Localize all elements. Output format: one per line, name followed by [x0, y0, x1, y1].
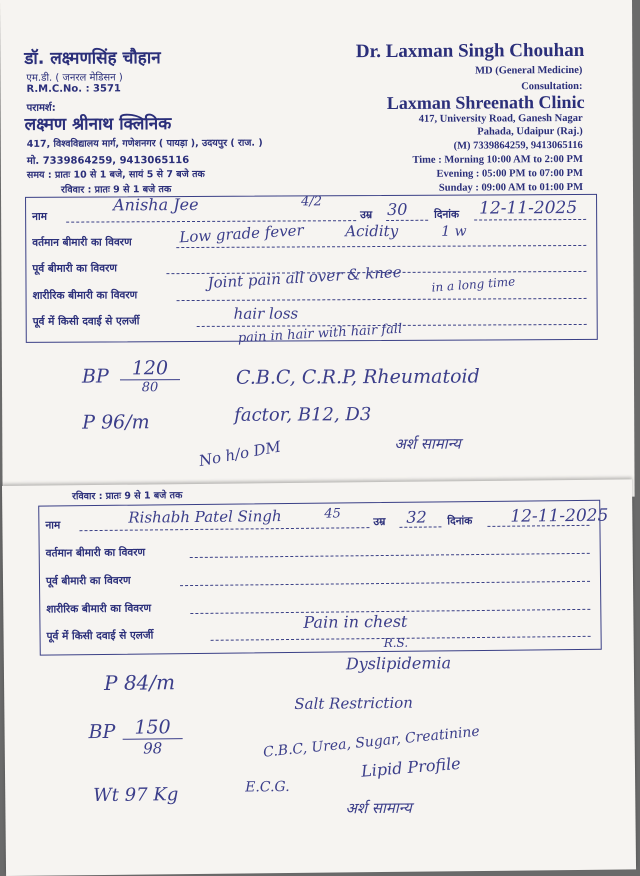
pulse-handwritten: P 96/m — [82, 411, 150, 434]
physical-handwritten: Joint pain all over & knee — [207, 262, 403, 292]
past-illness-line — [180, 581, 590, 586]
history-note-handwritten: No h/o DM — [197, 437, 283, 471]
consultation-english: Consultation: — [521, 80, 583, 93]
patient-name-handwritten: Anisha Jee — [113, 194, 199, 215]
prescription-slip-bottom — [2, 479, 636, 876]
morning-timing-english: Time : Morning 10:00 AM to 2:00 PM — [412, 153, 583, 166]
past-illness-label: पूर्व बीमारी का विवरण — [45, 574, 131, 588]
mobile-hindi: मो. 7339864259, 9413065116 — [26, 155, 190, 167]
current-illness-label: वर्तमान बीमारी का विवरण — [45, 546, 146, 560]
address-english-line2: Pahada, Udaipur (Raj.) — [477, 125, 583, 138]
age-note-handwritten: 4/2 — [301, 194, 323, 210]
bp-label-handwritten: BP — [88, 720, 116, 744]
age-handwritten: 30 — [387, 199, 408, 219]
physical-illness-label: शारीरिक बीमारी का विवरण — [32, 289, 138, 302]
duration-handwritten: 1 w — [441, 223, 467, 240]
age-note-handwritten: 45 — [324, 506, 341, 522]
name-line — [79, 527, 369, 531]
degree-english: MD (General Medicine) — [475, 64, 583, 77]
age-line — [386, 220, 428, 221]
age-label: उम्र — [373, 515, 386, 529]
followup-handwritten: अर्श सामान्य — [345, 798, 412, 818]
timing-hindi: समय : प्रातः 10 से 1 बजे, सायं 5 से 7 बजे तक — [26, 168, 205, 181]
sunday-timing-hindi: रविवार : प्रातः 9 से 1 बजे तक — [60, 184, 172, 196]
address-english-line1: 417, University Road, Ganesh Nagar — [418, 112, 583, 125]
evening-timing-english: Evening : 05:00 PM to 07:00 PM — [436, 167, 583, 180]
doctor-name-hindi: डॉ. लक्ष्मणसिंह चौहान — [24, 48, 161, 69]
physical-illness-line — [177, 298, 587, 301]
name-label: नाम — [45, 519, 61, 532]
date-handwritten: 12-11-2025 — [479, 197, 578, 219]
physical2-handwritten: in a long time — [431, 274, 516, 295]
ecg-handwritten: E.C.G. — [245, 779, 290, 796]
name-label: नाम — [32, 210, 47, 223]
bp-systolic: 150 — [134, 716, 171, 739]
doctor-name-english: Dr. Laxman Singh Chouhan — [355, 39, 585, 63]
patient-name-handwritten: Rishabh Patel Singh — [128, 507, 282, 527]
date-handwritten: 12-11-2025 — [510, 505, 609, 527]
allergy-label: पूर्व में किसी दवाई से एलर्जी — [32, 315, 140, 328]
tests-line1-handwritten: C.B.C, C.R.P, Rheumatoid — [235, 365, 480, 389]
bp-systolic: 120 — [131, 357, 169, 380]
date-label: दिनांक — [434, 208, 460, 221]
sunday-timing-english: Sunday : 09:00 AM to 01:00 PM — [438, 181, 584, 194]
consultation-hindi: परामर्श: — [26, 102, 56, 114]
age-handwritten: 32 — [406, 507, 427, 527]
pulse-handwritten: P 84/m — [103, 670, 176, 695]
mobile-english: (M) 7339864259, 9413065116 — [453, 139, 583, 152]
current-illness-line — [190, 553, 590, 558]
allergy2-handwritten: pain in hair with hair fall — [237, 321, 403, 347]
physical-illness-label: शारीरिक बीमारी का विवरण — [46, 602, 152, 616]
past-illness-label: पूर्व बीमारी का विवरण — [32, 262, 118, 275]
current-illness-line — [176, 245, 586, 248]
current-illness-label: वर्तमान बीमारी का विवरण — [32, 236, 132, 249]
date-label: दिनांक — [447, 515, 473, 528]
tests-line1-handwritten: C.B.C, Urea, Sugar, Creatinine — [262, 723, 481, 761]
bp-reading — [122, 716, 182, 758]
complaint2-handwritten: Acidity — [345, 221, 399, 241]
bp-diastolic: 98 — [123, 738, 183, 758]
clinic-name-hindi: लक्ष्मण श्रीनाथ क्लिनिक — [24, 114, 172, 135]
complaint-handwritten: Low grade fever — [178, 221, 305, 247]
tests-line2-handwritten: factor, B12, D3 — [234, 404, 372, 426]
name-line — [66, 220, 356, 223]
tests-line2-handwritten: Lipid Profile — [360, 753, 462, 781]
sunday-timing-hindi-bottom: रविवार : प्रातः 9 से 1 बजे तक — [72, 490, 183, 503]
followup-handwritten: अर्श सामान्य — [394, 434, 461, 453]
allergy-label: पूर्व में किसी दवाई से एलर्जी — [46, 629, 154, 643]
chief-complaint-handwritten: Pain in chest — [303, 611, 408, 632]
address-hindi: 417, विश्वविद्यालय मार्ग, गणेशनगर ( पायड़ा ), उदयपुर ( राज. ) — [26, 137, 263, 150]
bp-label-handwritten: BP — [81, 365, 109, 388]
age-label: उम्र — [360, 209, 373, 222]
allergy-handwritten: hair loss — [233, 304, 299, 323]
advice-handwritten: Salt Restriction — [294, 693, 413, 713]
exam-note-handwritten: R.S. — [383, 635, 409, 651]
bp-diastolic: 80 — [120, 379, 180, 395]
degree-hindi: एम.डी. ( जनरल मेडिसन ) — [26, 72, 123, 84]
diagnosis-handwritten: Dyslipidemia — [345, 653, 452, 674]
date-line — [474, 219, 586, 221]
registration-number: R.M.C.No. : 3571 — [26, 83, 121, 95]
bp-reading — [120, 357, 180, 395]
clinic-name-english: Laxman Shreenath Clinic — [386, 91, 585, 113]
weight-handwritten: Wt 97 Kg — [93, 784, 179, 807]
